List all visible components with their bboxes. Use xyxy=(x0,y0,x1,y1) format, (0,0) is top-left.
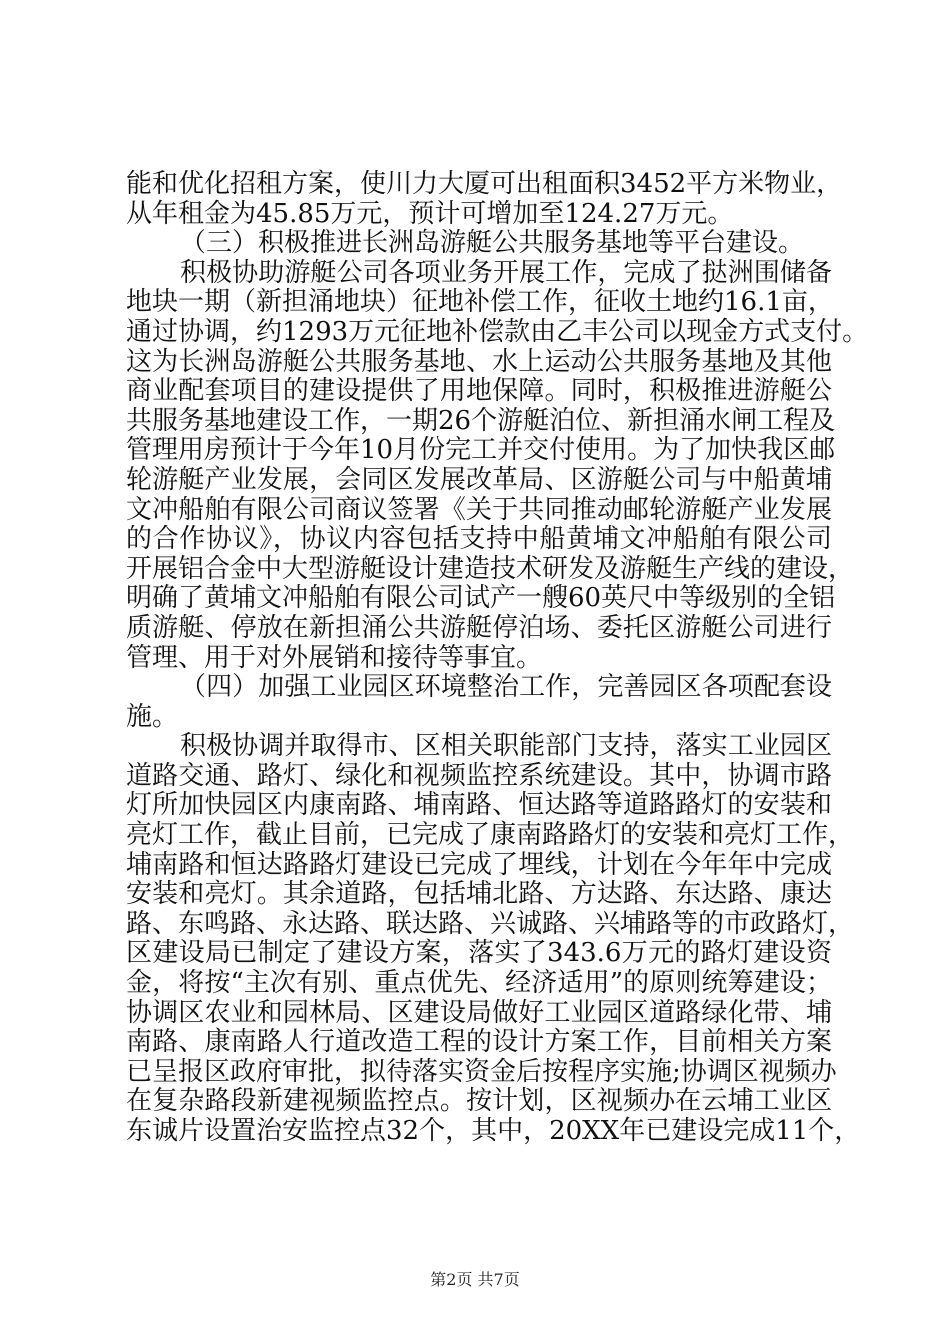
text-line: 区建设局已制定了建设方案，落实了343.6万元的路灯建设资 xyxy=(126,938,832,969)
text-line: 南路、康南路人行道改造工程的设计方案工作，目前相关方案 xyxy=(126,1027,832,1058)
text-line: 轮游艇产业发展，会同区发展改革局、区游艇公司与中船黄埔 xyxy=(126,464,832,495)
text-line: 的合作协议》，协议内容包括支持中船黄埔文冲船舶有限公司 xyxy=(126,524,832,555)
text-line: 路、东鸣路、永达路、联达路、兴诚路、兴埔路等的市政路灯， xyxy=(126,908,855,939)
text-line: 这为长洲岛游艇公共服务基地、水上运动公共服务基地及其他 xyxy=(126,346,832,377)
text-line: 明确了黄埔文冲船舶有限公司试产一艘60英尺中等级别的全铝 xyxy=(126,583,836,614)
text-line: 从年租金为45.85万元，预计可增加至124.27万元。 xyxy=(126,198,734,229)
text-line: 道路交通、路灯、绿化和视频监控系统建设。其中，协调市路 xyxy=(126,760,832,791)
text-line: 管理用房预计于今年10月份完工并交付使用。为了加快我区邮 xyxy=(126,435,836,466)
text-line: 施。 xyxy=(126,701,179,732)
text-line: 共服务基地建设工作，一期26个游艇泊位、新担涌水闸工程及 xyxy=(126,405,836,436)
page-number-label: 第2页 共7页 xyxy=(430,1270,520,1289)
text-line: （三）积极推进长洲岛游艇公共服务基地等平台建设。 xyxy=(180,228,805,259)
text-line: 灯所加快园区内康南路、埔南路、恒达路等道路路灯的安装和 xyxy=(126,790,832,821)
text-line: 安装和亮灯。其余道路，包括埔北路、方达路、东达路、康达 xyxy=(126,879,832,910)
text-line: 协调区农业和园林局、区建设局做好工业园区道路绿化带、埔 xyxy=(126,997,832,1028)
text-line: （四）加强工业园区环境整治工作，完善园区各项配套设 xyxy=(180,672,832,703)
page-footer xyxy=(0,1267,950,1290)
text-line: 开展铝合金中大型游艇设计建造技术研发及游艇生产线的建设， xyxy=(126,553,855,584)
document-body xyxy=(126,169,869,1147)
text-line: 地块一期（新担涌地块）征地补偿工作，征收土地约16.1亩， xyxy=(126,287,834,318)
text-line: 已呈报区政府审批，拟待落实资金后按程序实施;协调区视频办 xyxy=(126,1056,837,1087)
text-line: 埔南路和恒达路路灯建设已完成了埋线，计划在今年年中完成 xyxy=(126,849,832,880)
text-line: 积极协助游艇公司各项业务开展工作，完成了挞洲围储备 xyxy=(180,257,832,288)
text-line: 商业配套项目的建设提供了用地保障。同时，积极推进游艇公 xyxy=(126,376,832,407)
text-line: 能和优化招租方案，使川力大厦可出租面积3452平方米物业， xyxy=(126,169,843,199)
text-line: 东诚片设置治安监控点32个，其中，20XX年已建设完成11个， xyxy=(126,1116,861,1146)
text-line: 在复杂路段新建视频监控点。按计划，区视频办在云埔工业区 xyxy=(126,1086,832,1117)
text-line: 亮灯工作，截止目前，已完成了康南路路灯的安装和亮灯工作， xyxy=(126,820,855,851)
text-line: 积极协调并取得市、区相关职能部门支持，落实工业园区 xyxy=(180,731,832,762)
text-line: 通过协调，约1293万元征地补偿款由乙丰公司以现金方式支付。 xyxy=(126,316,869,347)
text-line: 质游艇、停放在新担涌公共游艇停泊场、委托区游艇公司进行 xyxy=(126,612,832,643)
text-line: 金，将按“主次有别、重点优先、经济适用”的原则统筹建设； xyxy=(126,968,832,999)
text-line: 管理、用于对外展销和接待等事宜。 xyxy=(126,642,543,673)
text-line: 文冲船舶有限公司商议签署《关于共同推动邮轮游艇产业发展 xyxy=(126,494,832,525)
